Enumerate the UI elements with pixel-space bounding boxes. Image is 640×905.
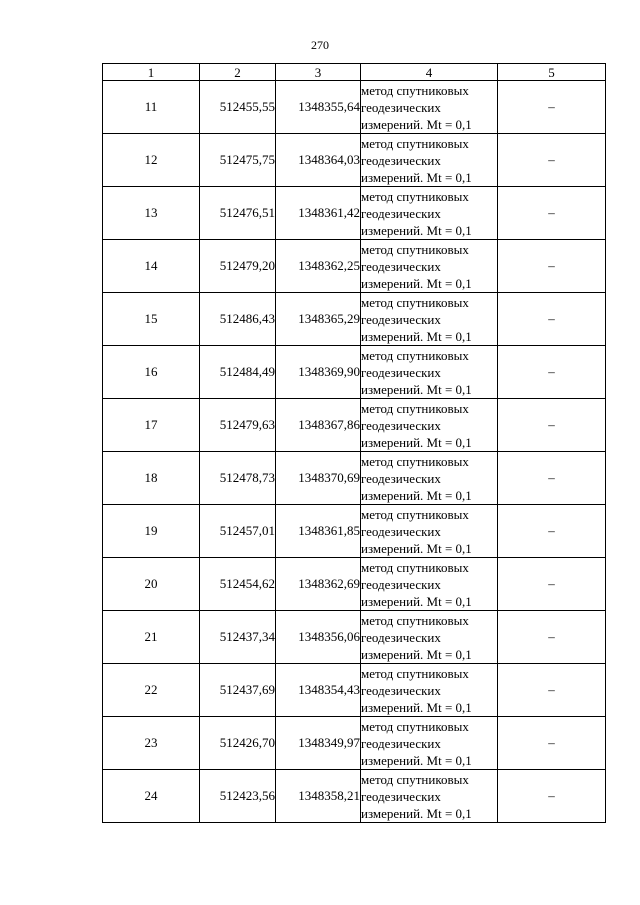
coord-x-cell: 512484,49 xyxy=(200,346,276,399)
note-cell: – xyxy=(498,770,606,823)
note-cell: – xyxy=(498,505,606,558)
point-number-cell: 23 xyxy=(103,717,200,770)
note-cell: – xyxy=(498,293,606,346)
coord-y-cell: 1348361,85 xyxy=(276,505,361,558)
header-col-5: 5 xyxy=(498,64,606,81)
method-cell: метод спутниковых геодезических измерений. Mt = 0,1 xyxy=(361,452,498,505)
coord-x-cell: 512479,63 xyxy=(200,399,276,452)
coord-y-cell: 1348367,86 xyxy=(276,399,361,452)
header-col-3: 3 xyxy=(276,64,361,81)
table-row xyxy=(103,293,606,346)
coord-x-cell: 512457,01 xyxy=(200,505,276,558)
table-row xyxy=(103,81,606,134)
table-header xyxy=(103,64,606,81)
note-cell: – xyxy=(498,558,606,611)
table-row xyxy=(103,505,606,558)
table-body xyxy=(103,81,606,823)
header-col-1: 1 xyxy=(103,64,200,81)
coord-y-cell: 1348354,43 xyxy=(276,664,361,717)
table-row xyxy=(103,717,606,770)
point-number-cell: 20 xyxy=(103,558,200,611)
point-number-cell: 16 xyxy=(103,346,200,399)
coord-x-cell: 512479,20 xyxy=(200,240,276,293)
method-cell: метод спутниковых геодезических измерений. Mt = 0,1 xyxy=(361,81,498,134)
point-number-cell: 24 xyxy=(103,770,200,823)
table-row xyxy=(103,611,606,664)
coord-y-cell: 1348356,06 xyxy=(276,611,361,664)
table-row xyxy=(103,664,606,717)
method-cell: метод спутниковых геодезических измерений. Mt = 0,1 xyxy=(361,346,498,399)
table-row xyxy=(103,399,606,452)
header-col-2: 2 xyxy=(200,64,276,81)
table-row xyxy=(103,346,606,399)
coord-y-cell: 1348358,21 xyxy=(276,770,361,823)
note-cell: – xyxy=(498,611,606,664)
point-number-cell: 19 xyxy=(103,505,200,558)
table-row xyxy=(103,770,606,823)
coord-x-cell: 512437,69 xyxy=(200,664,276,717)
coord-x-cell: 512426,70 xyxy=(200,717,276,770)
point-number-cell: 14 xyxy=(103,240,200,293)
coord-y-cell: 1348355,64 xyxy=(276,81,361,134)
method-cell: метод спутниковых геодезических измерений. Mt = 0,1 xyxy=(361,558,498,611)
coord-y-cell: 1348364,03 xyxy=(276,134,361,187)
method-cell: метод спутниковых геодезических измерений. Mt = 0,1 xyxy=(361,240,498,293)
coord-y-cell: 1348369,90 xyxy=(276,346,361,399)
note-cell: – xyxy=(498,81,606,134)
header-col-4: 4 xyxy=(361,64,498,81)
point-number-cell: 22 xyxy=(103,664,200,717)
method-cell: метод спутниковых геодезических измерений. Mt = 0,1 xyxy=(361,664,498,717)
method-cell: метод спутниковых геодезических измерений. Mt = 0,1 xyxy=(361,134,498,187)
point-number-cell: 12 xyxy=(103,134,200,187)
table-row xyxy=(103,452,606,505)
page-number: 270 xyxy=(311,38,329,52)
table-row xyxy=(103,134,606,187)
note-cell: – xyxy=(498,452,606,505)
coord-x-cell: 512475,75 xyxy=(200,134,276,187)
note-cell: – xyxy=(498,134,606,187)
note-cell: – xyxy=(498,399,606,452)
note-cell: – xyxy=(498,664,606,717)
method-cell: метод спутниковых геодезических измерений. Mt = 0,1 xyxy=(361,505,498,558)
coord-x-cell: 512478,73 xyxy=(200,452,276,505)
point-number-cell: 11 xyxy=(103,81,200,134)
method-cell: метод спутниковых геодезических измерений. Mt = 0,1 xyxy=(361,717,498,770)
method-cell: метод спутниковых геодезических измерений. Mt = 0,1 xyxy=(361,770,498,823)
table-row xyxy=(103,558,606,611)
point-number-cell: 13 xyxy=(103,187,200,240)
coord-x-cell: 512476,51 xyxy=(200,187,276,240)
coord-y-cell: 1348349,97 xyxy=(276,717,361,770)
table-row xyxy=(103,187,606,240)
coord-y-cell: 1348370,69 xyxy=(276,452,361,505)
coord-y-cell: 1348365,29 xyxy=(276,293,361,346)
note-cell: – xyxy=(498,240,606,293)
coord-y-cell: 1348361,42 xyxy=(276,187,361,240)
note-cell: – xyxy=(498,346,606,399)
method-cell: метод спутниковых геодезических измерений. Mt = 0,1 xyxy=(361,187,498,240)
point-number-cell: 21 xyxy=(103,611,200,664)
coord-x-cell: 512423,56 xyxy=(200,770,276,823)
coord-y-cell: 1348362,25 xyxy=(276,240,361,293)
note-cell: – xyxy=(498,717,606,770)
method-cell: метод спутниковых геодезических измерений. Mt = 0,1 xyxy=(361,611,498,664)
coord-x-cell: 512486,43 xyxy=(200,293,276,346)
table-row xyxy=(103,240,606,293)
coordinates-table xyxy=(102,63,606,823)
note-cell: – xyxy=(498,187,606,240)
coord-x-cell: 512437,34 xyxy=(200,611,276,664)
coord-x-cell: 512455,55 xyxy=(200,81,276,134)
method-cell: метод спутниковых геодезических измерений. Mt = 0,1 xyxy=(361,399,498,452)
coord-x-cell: 512454,62 xyxy=(200,558,276,611)
point-number-cell: 15 xyxy=(103,293,200,346)
coord-y-cell: 1348362,69 xyxy=(276,558,361,611)
header-row xyxy=(103,64,606,81)
method-cell: метод спутниковых геодезических измерений. Mt = 0,1 xyxy=(361,293,498,346)
point-number-cell: 18 xyxy=(103,452,200,505)
point-number-cell: 17 xyxy=(103,399,200,452)
